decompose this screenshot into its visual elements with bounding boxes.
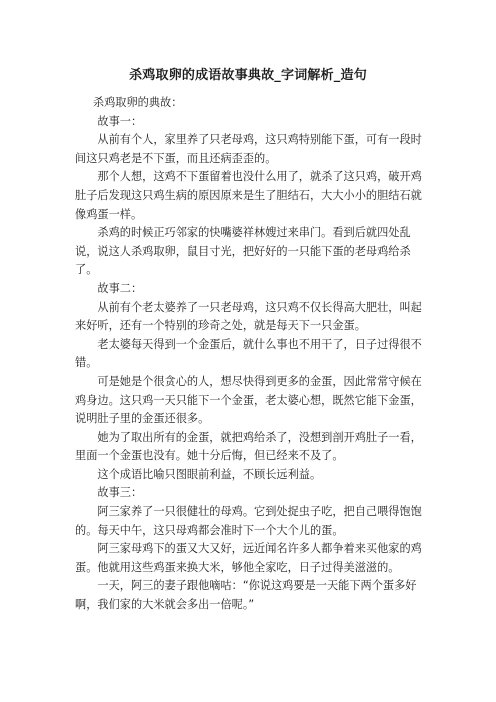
section-heading: 故事一：: [97, 114, 143, 128]
paragraph: 杀鸡取卵的典故：: [92, 96, 183, 109]
page-title: 杀鸡取卵的成语故事典故_字词解析_造句: [129, 68, 367, 83]
paragraph: 一天，阿三的妻子跟他嘀咕：“你说这鸡要是一天能下两个蛋多好啊，我们家的大米就会多出一倍呢。”: [75, 579, 417, 612]
paragraph: 她为了取出所有的金蛋，就把鸡给杀了，没想到剖开鸡肚子一看，里面一个金蛋也没有。她十分后悔，但已经来不及了。: [75, 430, 422, 463]
paragraph: 杀鸡的时候正巧邻家的快嘴婆祥林嫂过来串门。看到后就四处乱说，说这人杀鸡取卵，鼠目寸光，把好好的一只能下蛋的老母鸡给杀了。: [75, 226, 411, 277]
paragraph: 从前有个老太婆养了一只老母鸡，这只鸡不仅长得高大肥壮，叫起来好听，还有一个特别的珍奇之处，就是每天下一只金蛋。: [75, 300, 422, 333]
paragraph: 这个成语比喻只图眼前利益，不顾长远利益。: [97, 467, 322, 481]
paragraph: 从前有个人，家里养了只老母鸡，这只鸡特别能下蛋，可有一段时间这只鸡老是不下蛋，而且还病歪歪的。: [75, 133, 422, 165]
article-body: [75, 94, 427, 615]
section-heading: 故事二：: [97, 281, 143, 295]
paragraph: 阿三家养了一只很健壮的母鸡。它到处捉虫子吃，把自己喂得饱饱的。每天中午，这只母鸡都会准时下一个大个儿的蛋。: [75, 505, 422, 537]
paragraph: 老太婆每天得到一个金蛋后，就什么事也不用干了，日子过得很不错。: [75, 337, 422, 370]
paragraph: 可是她是个很贪心的人，想尽快得到更多的金蛋，因此常常守候在鸡身边。这只鸡一天只能下一个金蛋，老太婆心想，既然它能下金蛋，说明肚子里的金蛋还很多。: [75, 374, 422, 426]
paragraph: 那个人想，这鸡不下蛋留着也没什么用了，就杀了这只鸡，破开鸡肚子后发现这只鸡生病的原因原来是生了胆结石，大大小小的胆结石就像鸡蛋一样。: [75, 170, 422, 221]
paragraph: 阿三家母鸡下的蛋又大又好，远近闻名许多人都争着来买他家的鸡蛋。他就用这些鸡蛋来换大米，够他全家吃，日子过得美滋滋的。: [75, 542, 422, 574]
section-heading: 故事三：: [97, 486, 143, 500]
